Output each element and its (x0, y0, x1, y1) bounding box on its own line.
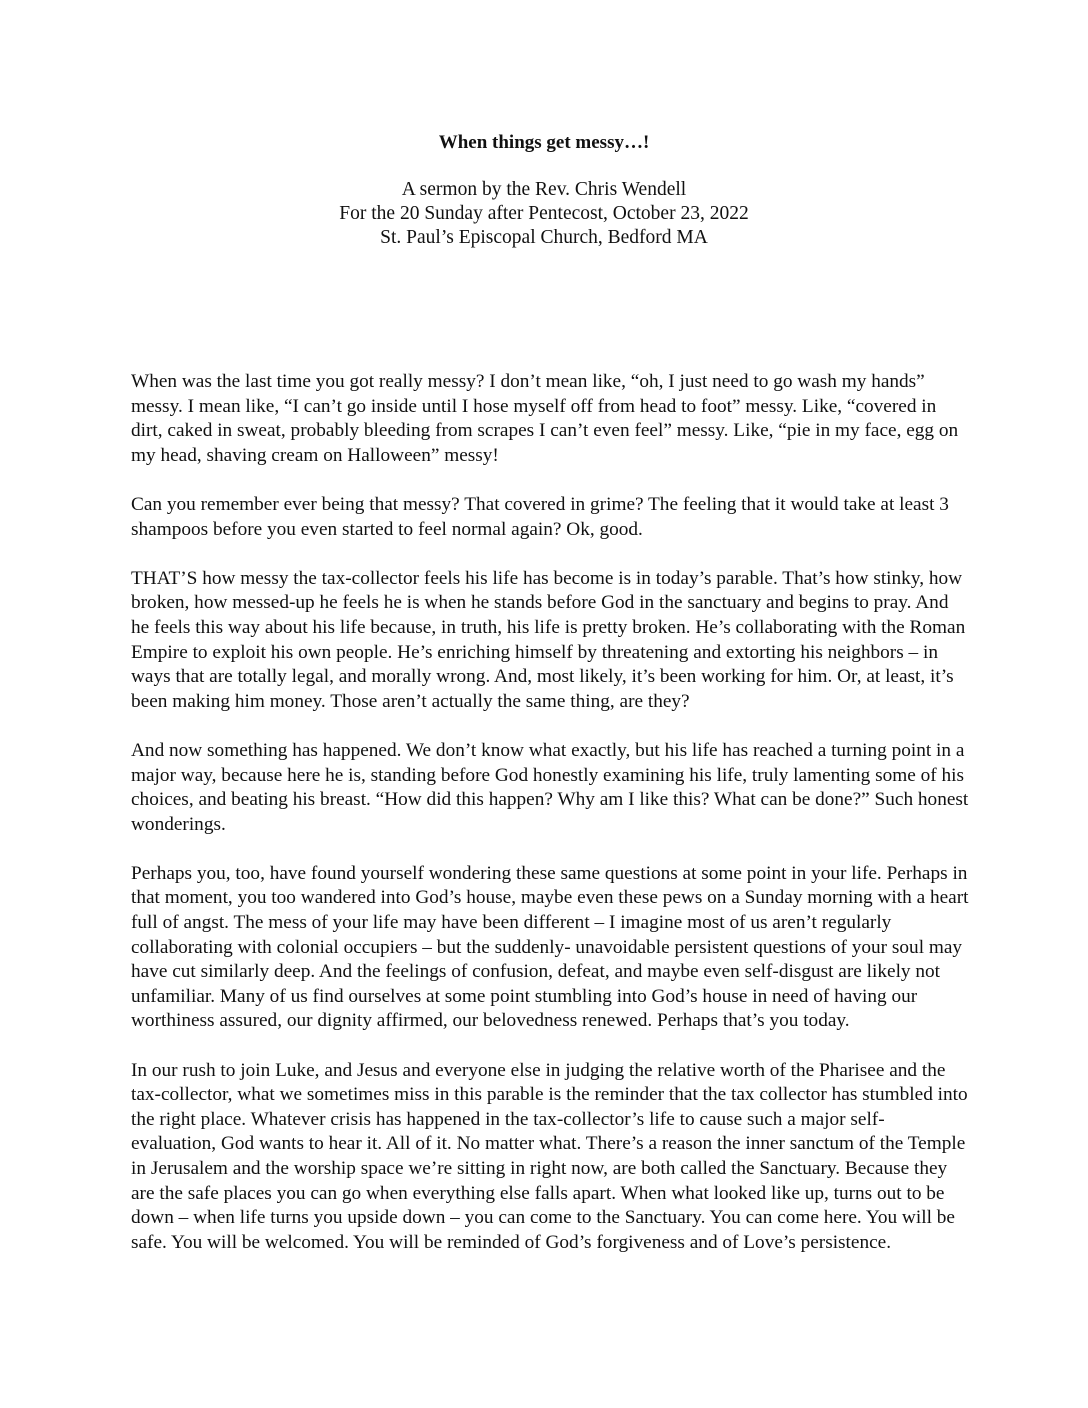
byline-author: A sermon by the Rev. Chris Wendell (401, 179, 687, 200)
byline (0, 178, 1088, 250)
paragraph: In our rush to join Luke, and Jesus and everyone else in judging the relative worth of the Pharisee and the tax-collector, what we sometimes miss in this parable is the reminder that the tax collector has stumbled into the right place. Whatever crisis has happened in the tax-collector’s life to cause such a major self-evaluation, God wants to hear it. All of it. No matter what. There’s a reason the inner sanctum of the Temple in Jerusalem and the worship space we’re sitting in right now, are both called the Sanctuary. Because they are the safe places you can go when everything else falls apart. When what looked like up, turns out to be down – when life turns you upside down – you can come to the Sanctuary. You can come here. You will be safe. You will be welcomed. You will be reminded of God’s forgiveness and of Love’s persistence. (131, 1059, 968, 1253)
byline-church: St. Paul’s Episcopal Church, Bedford MA (380, 227, 708, 248)
paragraph: THAT’S how messy the tax-collector feels his life has become is in today’s parable. That’s how stinky, how broken, how messed-up he feels he is when he stands before God in the sanctuary and begins to pray. And he feels this way about his life because, in truth, his life is pretty broken. He’s collaborating with the Roman Empire to exploit his own people. He’s enriching himself by threatening and extorting his neighbors – in ways that are totally legal, and morally wrong. And, most likely, it’s been working for him. Or, at least, it’s been making him money. Those aren’t actually the same thing, are they? (131, 567, 966, 712)
byline-occasion: For the 20 Sunday after Pentecost, October 23, 2022 (339, 203, 749, 224)
sermon-body (131, 370, 969, 1280)
paragraph: Perhaps you, too, have found yourself wondering these same questions at some point in your life. Perhaps in that moment, you too wandered into God’s house, maybe even these pews on a Sunday morning with a heart full of angst. The mess of your life may have been different – I imagine most of us aren’t regularly collaborating with colonial occupiers – but the suddenly- unavoidable persistent questions of your soul may have cut similarly deep. And the feelings of confusion, defeat, and maybe even self-disgust are likely not unfamiliar. Many of us find ourselves at some point stumbling into God’s house in need of having our worthiness assured, our dignity affirmed, our belovedness renewed. Perhaps that’s you today. (131, 862, 969, 1032)
page-title: When things get messy…! (438, 132, 650, 153)
paragraph: When was the last time you got really messy? I don’t mean like, “oh, I just need to go wash my hands” messy. I mean like, “I can’t go inside until I hose myself off from head to foot” messy. Like, “covered in dirt, caked in sweat, probably bleeding from scrapes I can’t even feel” messy. Like, “pie in my face, egg on my head, shaving cream on Halloween” messy! (131, 371, 959, 466)
paragraph: Can you remember ever being that messy? That covered in grime? The feeling that it would take at least 3 shampoos before you even started to feel normal again? Ok, good. (131, 493, 949, 540)
paragraph: And now something has happened. We don’t know what exactly, but his life has reached a turning point in a major way, because here he is, standing before God honestly examining his life, truly lamenting some of his choices, and beating his breast. “How did this happen? Why am I like this? What can be done?” Such honest wonderings. (131, 739, 969, 835)
